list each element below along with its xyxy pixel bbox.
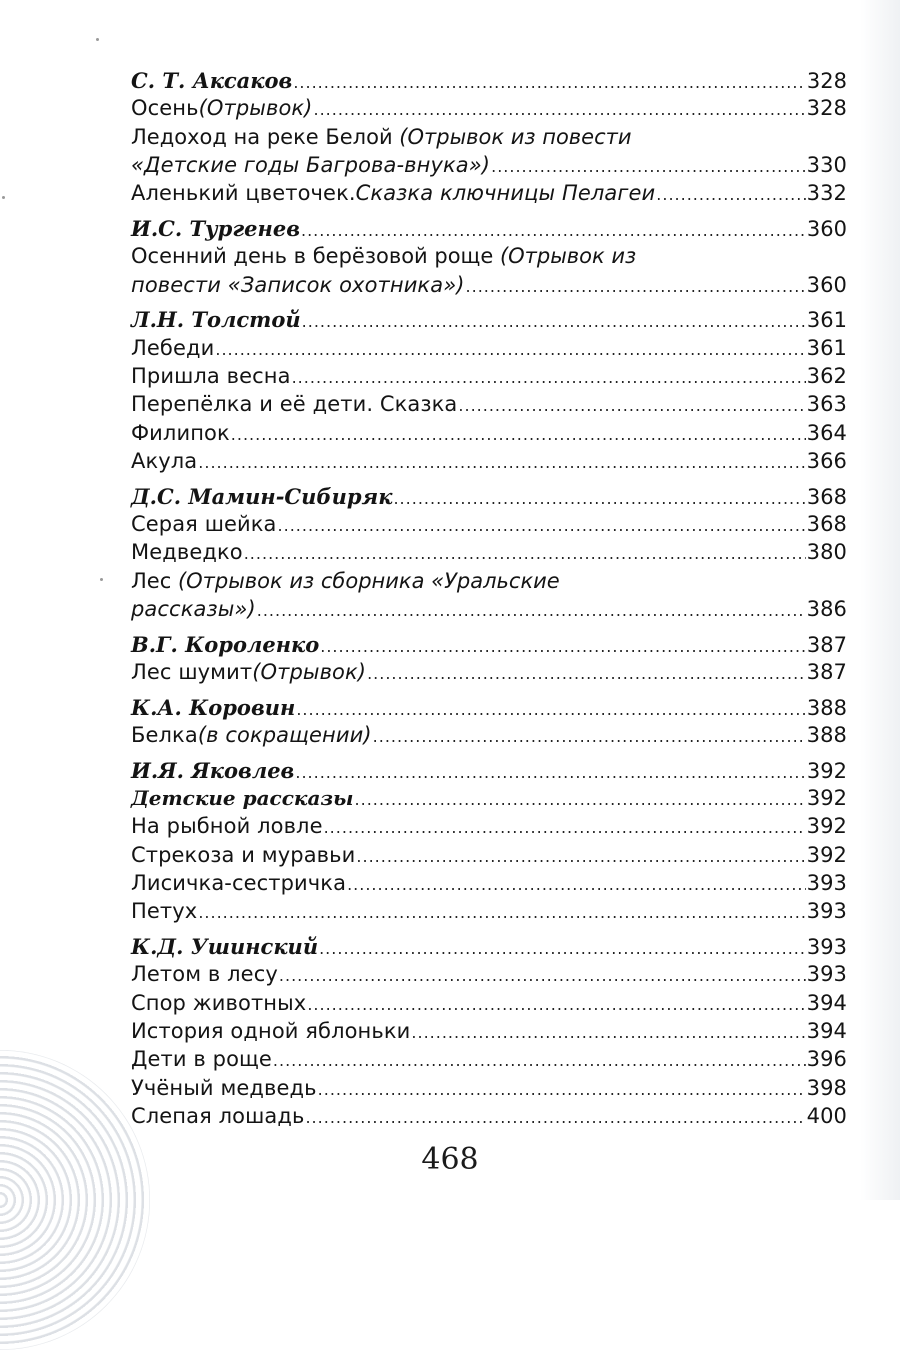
author-name: И.С. Тургенев <box>131 215 300 241</box>
toc-entry <box>131 899 847 927</box>
page-ref: 396 <box>806 1047 847 1072</box>
toc-author-heading <box>131 68 847 96</box>
author-name: Л.Н. Толстой <box>131 307 301 333</box>
toc-entry <box>131 540 847 568</box>
page-ref: 360 <box>806 272 847 297</box>
toc-entry <box>131 96 847 124</box>
dot-leader <box>356 847 805 866</box>
dot-leader <box>273 1051 806 1070</box>
toc-entry <box>131 421 847 449</box>
toc-entry <box>131 962 847 990</box>
toc-entry <box>131 392 847 420</box>
decorative-concentric-rings <box>0 1050 150 1350</box>
page-ref: 364 <box>806 420 847 445</box>
dot-leader <box>296 700 806 719</box>
toc-entry-second-line <box>131 597 847 625</box>
dot-leader <box>347 875 806 894</box>
entry-title: Учёный медведь <box>131 1075 317 1100</box>
entry-title: Серая шейка <box>131 511 277 536</box>
page-ref: 394 <box>806 990 847 1015</box>
toc-section-heading <box>131 786 847 814</box>
toc-entry <box>131 1047 847 1075</box>
toc-entry <box>131 364 847 392</box>
toc-entry <box>131 449 847 477</box>
dot-leader <box>279 966 806 985</box>
toc-entry <box>131 244 847 301</box>
entry-note: (Отрывок) <box>198 96 313 121</box>
entry-title: Лисичка-сестричка <box>131 871 347 896</box>
entry-note: (в сокращении) <box>197 723 372 748</box>
page-ref: 328 <box>806 69 847 93</box>
toc-author-heading <box>131 695 847 723</box>
dot-leader <box>411 1023 805 1042</box>
toc-author-heading <box>131 307 847 335</box>
dot-leader <box>292 368 806 387</box>
page-ref: 394 <box>806 1019 847 1043</box>
dot-leader <box>458 396 805 415</box>
dot-leader <box>491 157 806 176</box>
toc-entry-second-line <box>131 153 847 181</box>
page-ref: 393 <box>806 962 847 987</box>
page-ref: 393 <box>806 871 847 896</box>
page-ref: 392 <box>806 758 847 783</box>
entry-title: Перепёлка и её дети. Сказка <box>131 392 458 417</box>
toc-entry <box>131 569 847 626</box>
toc-entry <box>131 723 847 751</box>
author-name: Д.С. Мамин-Сибиряк <box>131 483 393 509</box>
toc-author-heading <box>131 758 847 786</box>
page-ref: 328 <box>806 96 847 121</box>
entry-title: Слепая лошадь <box>131 1103 305 1128</box>
dot-leader <box>393 489 805 508</box>
toc-entry-second-line <box>131 273 847 301</box>
dot-leader <box>466 277 806 296</box>
paper-speck <box>96 38 99 41</box>
dot-leader <box>295 763 806 782</box>
author-name: И.Я. Яковлев <box>131 757 295 783</box>
author-name: К.А. Коровин <box>131 694 296 720</box>
entry-title: Детские рассказы <box>131 786 354 811</box>
page-ref: 363 <box>806 392 847 417</box>
page-ref: 388 <box>806 723 847 748</box>
dot-leader <box>305 1108 805 1127</box>
page-ref: 392 <box>806 814 847 839</box>
dot-leader <box>324 818 806 837</box>
page-ref: 393 <box>806 935 847 960</box>
entry-note: повести «Записок охотника») <box>131 272 465 297</box>
page-ref: 368 <box>806 484 847 509</box>
entry-title: Ледоход на реке Белой <box>131 124 400 149</box>
dot-leader <box>198 453 805 472</box>
dot-leader <box>318 1080 806 1099</box>
entry-note: (Отрывок из сборника «Уральские <box>177 568 560 593</box>
dot-leader <box>302 312 806 331</box>
table-of-contents <box>131 68 847 1132</box>
author-name: С. Т. Аксаков <box>131 68 293 93</box>
dot-leader <box>301 221 806 240</box>
page-ref: 392 <box>806 786 847 811</box>
entry-title: Медведко <box>131 540 243 565</box>
entry-title: История одной яблоньки <box>131 1019 411 1043</box>
toc-entry-first-line <box>131 125 847 153</box>
page-ref: 388 <box>806 695 847 720</box>
page-ref: 361 <box>806 335 847 360</box>
entry-title: Белка <box>131 723 198 748</box>
page-ref: 380 <box>806 540 847 565</box>
page-ref: 366 <box>806 448 847 473</box>
page-ref: 400 <box>806 1103 847 1128</box>
entry-note: (Отрывок из <box>499 244 637 269</box>
page-ref: 330 <box>806 152 847 177</box>
toc-entry <box>131 125 847 182</box>
toc-entry <box>131 336 847 364</box>
toc-entry <box>131 660 847 688</box>
entry-title: Осенний день в берёзовой роще <box>131 244 500 269</box>
dot-leader <box>373 727 806 746</box>
page-ref: 392 <box>806 842 847 867</box>
dot-leader <box>215 340 805 359</box>
entry-title: Стрекоза и муравьи <box>131 842 356 867</box>
page-ref: 361 <box>806 308 847 333</box>
dot-leader <box>307 995 805 1014</box>
entry-title: Акула <box>131 448 198 473</box>
dot-leader <box>198 903 805 922</box>
entry-title: На рыбной ловле <box>131 814 323 839</box>
page-ref: 386 <box>806 596 847 621</box>
dot-leader <box>367 664 806 683</box>
toc-entry-first-line <box>131 244 847 272</box>
author-name: К.Д. Ушинский <box>131 934 319 960</box>
entry-title: Филипок <box>131 420 230 445</box>
dot-leader <box>656 185 805 204</box>
entry-title: Осень <box>131 96 199 121</box>
entry-title: Лес шумит <box>131 659 253 684</box>
toc-author-heading <box>131 216 847 244</box>
page-ref: 393 <box>806 899 847 924</box>
toc-entry <box>131 181 847 209</box>
toc-author-heading <box>131 632 847 660</box>
toc-entry <box>131 1019 847 1047</box>
entry-title: Дети в роще <box>131 1047 272 1072</box>
dot-leader <box>320 637 806 656</box>
toc-entry <box>131 871 847 899</box>
author-name: В.Г. Короленко <box>131 631 320 657</box>
paper-speck <box>2 196 5 199</box>
entry-title: Летом в лесу <box>131 962 278 987</box>
entry-note: рассказы») <box>131 596 256 621</box>
entry-title: Лебеди <box>131 335 215 360</box>
toc-entry-first-line <box>131 569 847 597</box>
dot-leader <box>257 601 806 620</box>
page-ref: 387 <box>806 659 847 684</box>
entry-note: (Отрывок) <box>252 659 367 684</box>
dot-leader <box>231 425 806 444</box>
dot-leader <box>319 939 806 958</box>
entry-title: Аленький цветочек. <box>131 181 356 206</box>
dot-leader <box>313 100 805 119</box>
page-ref: 387 <box>806 632 847 657</box>
entry-note: «Детские годы Багрова-внука») <box>131 152 491 177</box>
toc-entry <box>131 1104 847 1132</box>
entry-title: Петух <box>131 899 198 924</box>
page-ref: 362 <box>806 363 847 388</box>
page-edge-shadow <box>860 0 900 1200</box>
page-ref: 398 <box>806 1075 847 1100</box>
toc-entry <box>131 843 847 871</box>
page-ref: 368 <box>806 511 847 536</box>
toc-author-heading <box>131 484 847 512</box>
dot-leader <box>293 73 806 92</box>
dot-leader <box>355 790 806 809</box>
dot-leader <box>244 544 806 563</box>
toc-entry <box>131 814 847 842</box>
toc-entry <box>131 991 847 1019</box>
entry-title: Лес <box>131 568 178 593</box>
entry-title: Спор животных <box>131 990 307 1015</box>
entry-title: Пришла весна <box>131 363 291 388</box>
entry-note: (Отрывок из повести <box>399 124 632 149</box>
page-ref: 332 <box>806 181 847 206</box>
toc-author-heading <box>131 934 847 962</box>
page-ref: 360 <box>806 216 847 241</box>
paper-speck <box>100 578 103 581</box>
toc-entry <box>131 512 847 540</box>
page-number: 468 <box>421 1142 479 1177</box>
dot-leader <box>278 516 806 535</box>
toc-entry <box>131 1076 847 1104</box>
entry-note: Сказка ключницы Пелагеи <box>355 181 656 206</box>
